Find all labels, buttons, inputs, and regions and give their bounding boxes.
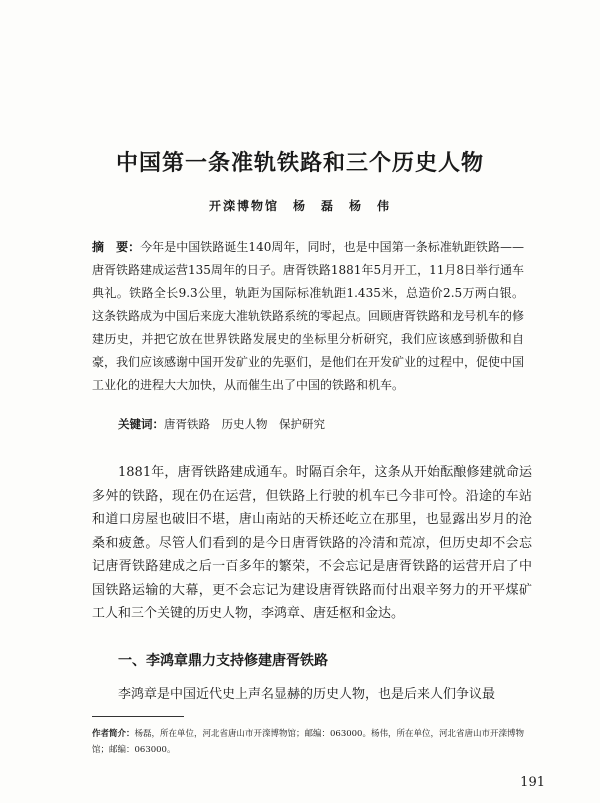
article-title: 中国第一条准轨铁路和三个历史人物 [115, 151, 484, 176]
footnote-text: 杨磊，所在单位，河北省唐山市开滦博物馆；邮编：063000。杨伟，所在单位，河北省唐山市开滦博物馆；邮编：063000。 [92, 729, 524, 755]
keywords-label: 关键词： [118, 417, 164, 431]
keywords [118, 414, 538, 434]
page-number: 191 [520, 775, 545, 790]
footnote-divider [92, 716, 184, 717]
body-paragraph-2: 李鸿章是中国近代史上声名显赫的历史人物，也是后来人们争议最 [118, 687, 496, 702]
keywords-text: 唐胥铁路 历史人物 保护研究 [164, 417, 325, 431]
abstract-label: 摘 要： [92, 240, 141, 254]
section-heading: 一、李鸿章鼎力支持修建唐胥铁路 [118, 653, 328, 669]
author-footnote [92, 726, 534, 758]
abstract [92, 236, 524, 397]
footnote-label: 作者简介： [92, 729, 135, 739]
article-authors: 开滦博物馆 杨 磊 杨 伟 [208, 199, 391, 213]
abstract-text: 今年是中国铁路诞生140周年，同时，也是中国第一条标准轨距铁路——唐胥铁路建成运营135周年的日子。唐胥铁路1881年5月开工，11月8日举行通车典礼。铁路全长9.3公里，轨距为国际标准轨距1.435米，总造价2.5万两白银。这条铁路成为中国后来庞大准轨铁路系统的零起点。回顾唐胥铁路和龙号机车的修建历史，并把它放在世界铁路发展史的坐标里分析研究，我们应该感到骄傲和自豪，我们应该感谢中国开发矿业的先驱们，是他们在开发矿业的过程中，促使中国工业化的进程大大加快，从而催生出了中国的铁路和机车。 [92, 240, 525, 392]
body-paragraph-1: 1881年，唐胥铁路建成通车。时隔百余年，这条从开始酝酿修建就命运多舛的铁路，现在仍在运营，但铁路上行驶的机车已今非可怜。沿途的车站和道口房屋也破旧不堪，唐山南站的天桥还屹立在那里，也显露出岁月的沧桑和疲惫。尽管人们看到的是今日唐胥铁路的冷清和荒凉，但历史却不会忘记唐胥铁路建成之后一百多年的繁荣，不会忘记是唐胥铁路的运营开启了中国铁路运输的大幕，更不会忘记为建设唐胥铁路而付出艰辛努力的开平煤矿工人和三个关键的历史人物，李鸿章、唐廷枢和金达。 [92, 465, 532, 621]
